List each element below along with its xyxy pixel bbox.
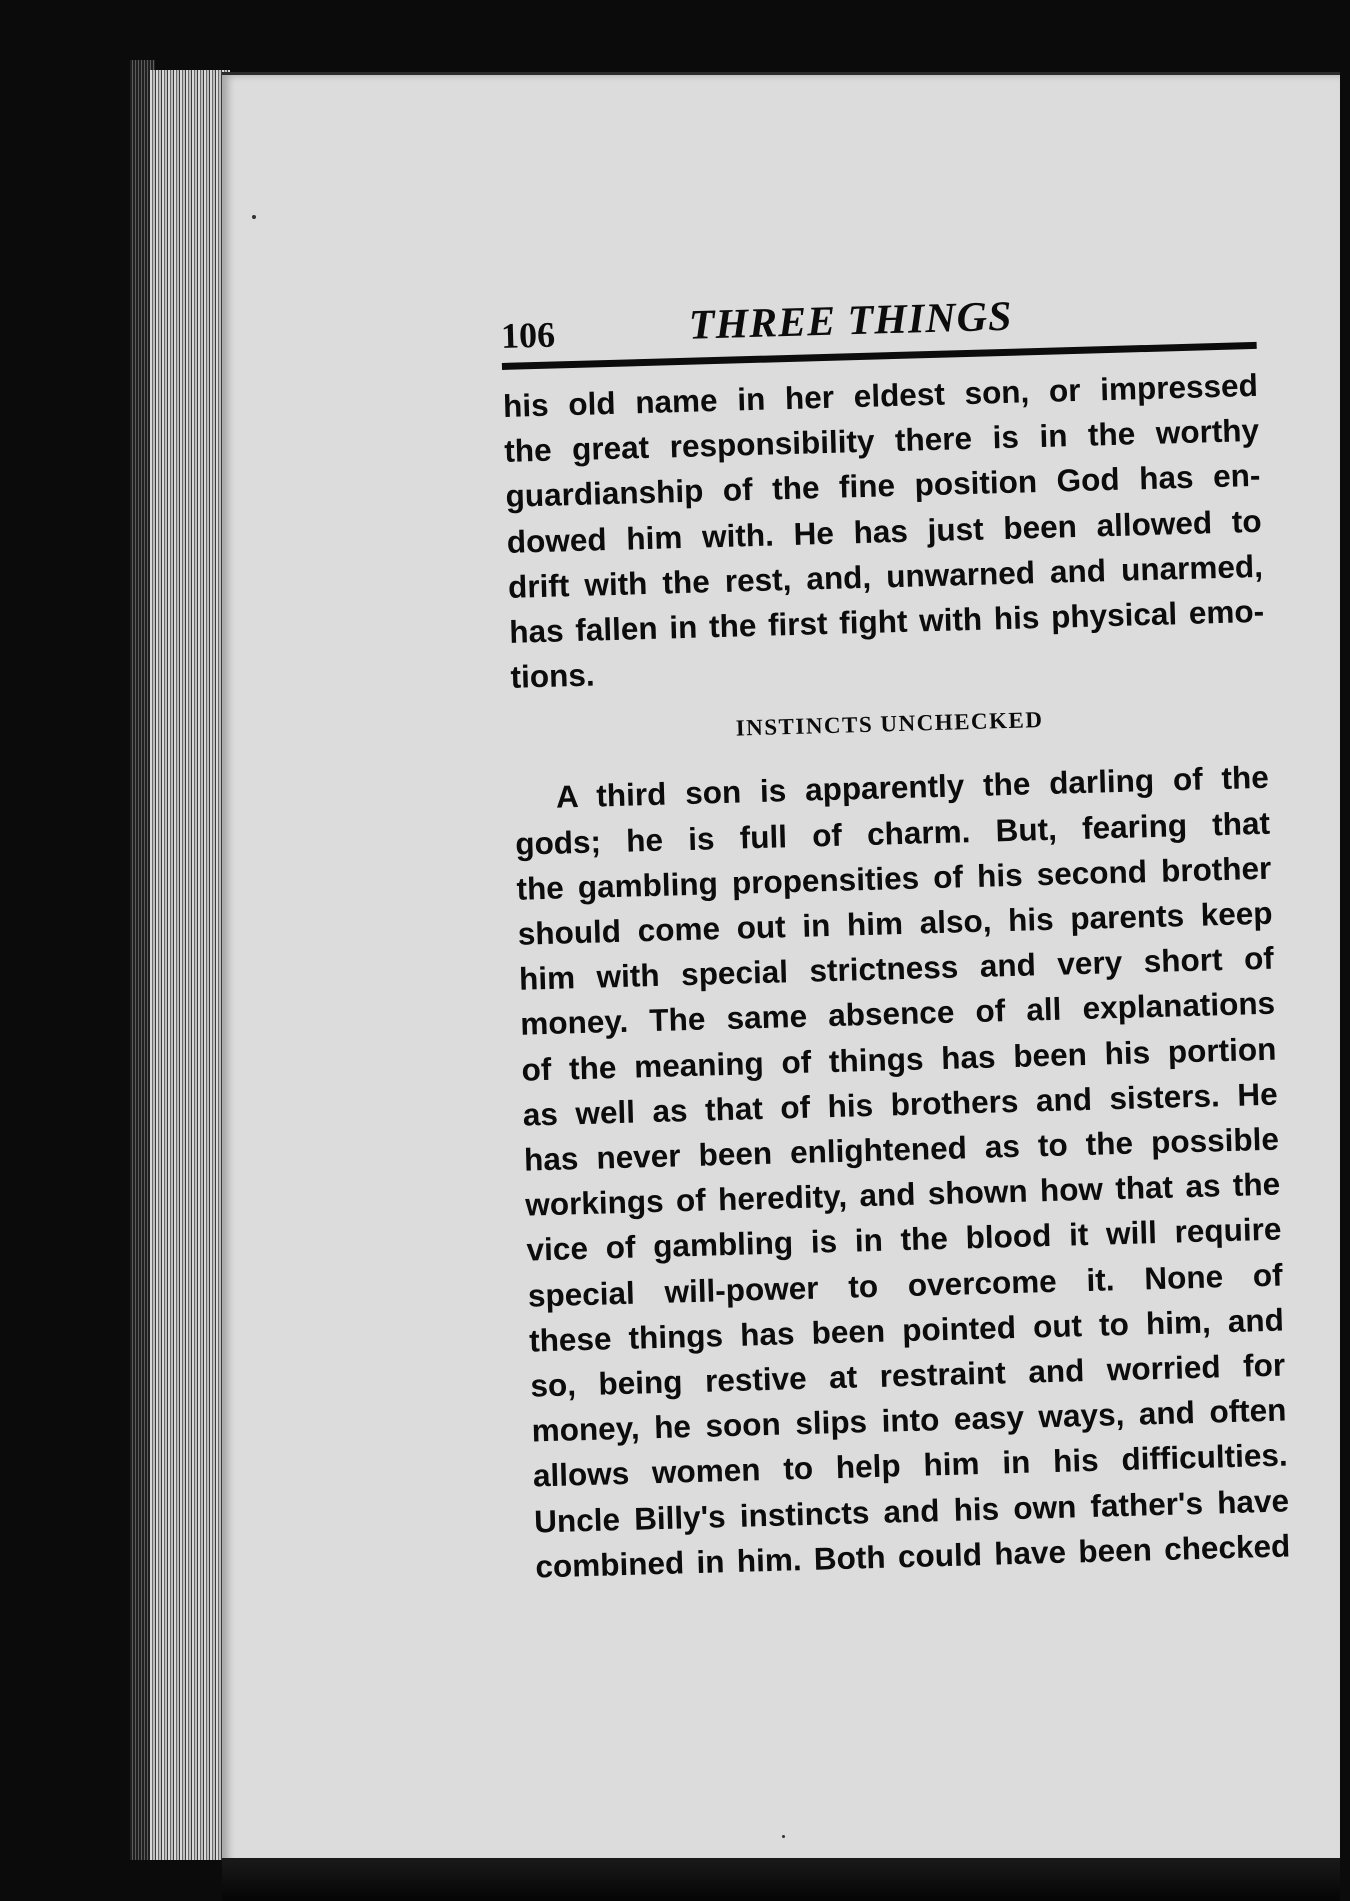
text-line: has never been enlightened as to the possible	[523, 1120, 1280, 1178]
text-line: the great responsibility there is in the worthy	[503, 412, 1260, 470]
section-heading: INSTINCTS UNCHECKED	[735, 707, 1044, 742]
text-line: so, being restive at restraint and worried for	[529, 1346, 1286, 1404]
text-line: guardianship of the fine position God has en-	[505, 457, 1261, 515]
paper-speck	[252, 215, 256, 219]
text-line: him with special strictness and very short of	[518, 939, 1275, 997]
text-line: special will-power to overcome it. None of	[527, 1256, 1284, 1314]
text-line: drift with the rest, and, unwarned and unarmed,	[507, 547, 1264, 605]
text-line: Uncle Billy's instincts and his own father's have	[533, 1482, 1290, 1540]
text-line: his old name in her eldest son, or impressed	[502, 366, 1259, 424]
book-page-edges	[150, 70, 230, 1860]
text-line: has fallen in the first fight with his physical emo-	[508, 592, 1265, 650]
paragraph-continued	[502, 363, 1266, 700]
paragraph-instincts	[513, 755, 1290, 1589]
text-line: vice of gambling is in the blood it will require	[526, 1211, 1282, 1269]
text-line: A third son is apparently the darling of the	[555, 759, 1270, 816]
text-line: of the meaning of things has been his portion	[521, 1030, 1277, 1088]
text-line: allows women to help him in his difficulties.	[532, 1436, 1289, 1495]
running-title: THREE THINGS	[688, 293, 1013, 349]
page-bottom-shadow	[222, 1858, 1340, 1901]
text-line: these things has been pointed out to him, and	[528, 1301, 1285, 1359]
text-line: money, he soon slips into easy ways, and often	[531, 1391, 1287, 1449]
text-line: combined in him. Both could have been checked	[534, 1527, 1291, 1585]
text-line: workings of heredity, and shown how that as the	[524, 1165, 1281, 1223]
text-line: should come out in him also, his parents keep	[517, 894, 1273, 952]
text-line: as well as that of his brothers and sisters. He	[522, 1075, 1279, 1133]
text-block	[500, 276, 1291, 1590]
paper-speck	[782, 1835, 785, 1838]
text-line: the gambling propensities of his second brother	[516, 849, 1272, 907]
text-line: money. The same absence of all explanations	[519, 985, 1276, 1043]
text-line: gods; he is full of charm. But, fearing that	[514, 804, 1271, 862]
text-line: tions.	[510, 656, 596, 696]
book-page	[222, 72, 1340, 1865]
text-line: dowed him with. He has just been allowed to	[506, 502, 1263, 560]
page-number: 106	[500, 314, 556, 356]
